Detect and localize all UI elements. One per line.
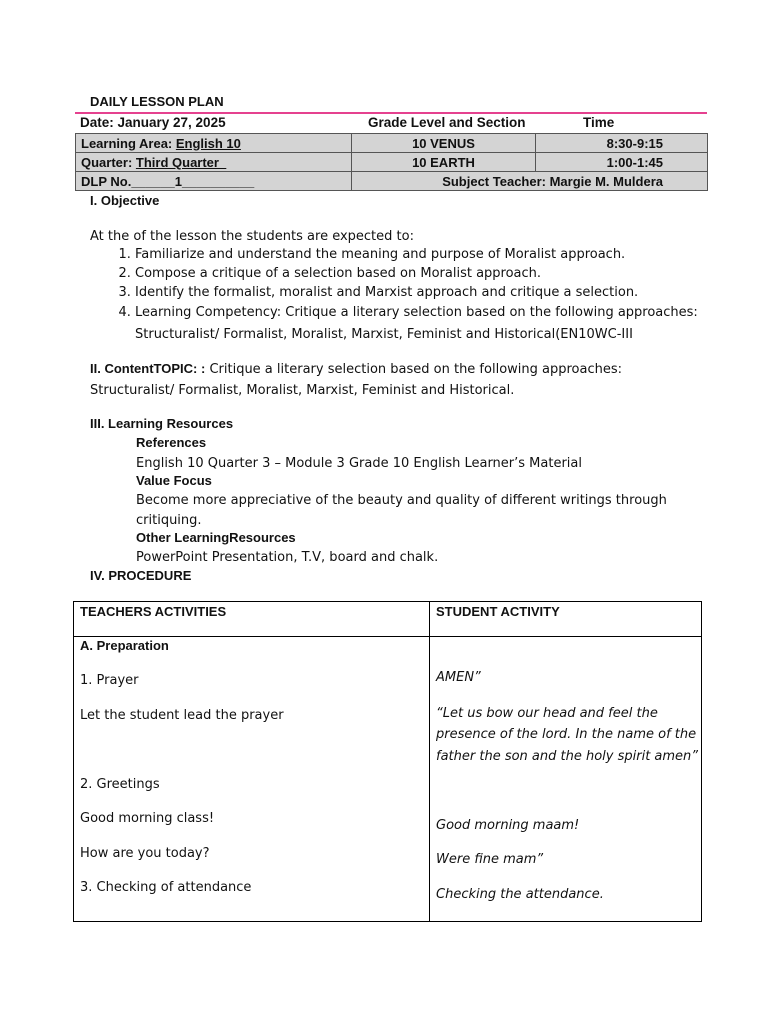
student-prayer-line3: father the son and the holy spirit amen” — [436, 749, 699, 764]
title-divider — [75, 112, 707, 114]
quarter-label: Quarter: — [81, 154, 136, 170]
section-venus: 10 VENUS — [352, 134, 536, 153]
section-earth: 10 EARTH — [352, 153, 536, 172]
value-focus-label: Value Focus — [136, 473, 212, 488]
teacher-good-morning: Good morning class! — [80, 811, 215, 826]
objective-heading: I. Objective — [90, 193, 160, 208]
teacher-column-header: TEACHERS ACTIVITIES — [74, 602, 430, 637]
value-focus-text-line1: Become more appreciative of the beauty and quality of different writings through — [136, 493, 667, 508]
prayer-step: 1. Prayer — [80, 673, 139, 688]
content-heading: II. ContentTOPIC: : — [90, 361, 206, 376]
student-amen: AMEN” — [436, 670, 481, 685]
learning-area-label: Learning Area: — [81, 135, 176, 151]
references-text: English 10 Quarter 3 – Module 3 Grade 10 English Learner’s Material — [136, 456, 582, 471]
info-row-quarter — [76, 153, 708, 172]
student-good-morning: Good morning maam! — [436, 818, 580, 833]
time-earth: 1:00-1:45 — [536, 153, 708, 172]
objective-list — [90, 245, 725, 346]
teacher-activities-cell — [74, 637, 430, 922]
procedure-header-row — [74, 602, 702, 637]
dlp-cell — [76, 172, 352, 191]
other-resources-label: Other LearningResources — [136, 530, 296, 545]
quarter-cell — [76, 153, 352, 172]
dlp-label: DLP No. — [81, 173, 132, 189]
prayer-instruction: Let the student lead the prayer — [80, 708, 284, 723]
objective-item: 2. Compose a critique of a selection based on Moralist approach. — [135, 264, 725, 283]
objective-item: 3. Identify the formalist, moralist and Marxist approach and critique a selection. — [135, 283, 725, 302]
lesson-info-table — [75, 133, 708, 191]
attendance-step: 3. Checking of attendance — [80, 880, 252, 895]
date-label: Date: January 27, 2025 — [80, 115, 226, 130]
dlp-value: ______1__________ — [131, 173, 255, 189]
content-text-line1: Critique a literary selection based on the following approaches: — [205, 362, 622, 377]
objective-item: 4. Learning Competency: Critique a literary selection based on the following approaches: Structuralist/ Formalist, Moralist, Marxist, Feminist and Historical(EN10WC-III — [135, 302, 725, 346]
other-resources-text: PowerPoint Presentation, T.V, board and chalk. — [136, 550, 439, 565]
objective-intro: At the of the lesson the students are expected to: — [90, 229, 414, 244]
document-title: DAILY LESSON PLAN — [90, 94, 224, 109]
value-focus-text-line2: critiquing. — [136, 513, 202, 528]
info-row-learning-area — [76, 134, 708, 153]
student-attendance: Checking the attendance. — [436, 887, 604, 902]
student-fine: Were fine mam” — [436, 852, 544, 867]
time-header: Time — [583, 115, 615, 130]
subject-teacher: Subject Teacher: Margie M. Muldera — [352, 172, 708, 191]
procedure-table — [73, 601, 702, 922]
info-row-dlp — [76, 172, 708, 191]
objective-item: 1. Familiarize and understand the meaning and purpose of Moralist approach. — [135, 245, 725, 264]
student-prayer-line2: presence of the lord. In the name of the — [436, 727, 697, 742]
content-section — [90, 359, 710, 379]
grade-level-header: Grade Level and Section — [368, 115, 526, 130]
references-label: References — [136, 435, 207, 450]
time-venus: 8:30-9:15 — [536, 134, 708, 153]
preparation-heading: A. Preparation — [80, 638, 169, 653]
student-column-header: STUDENT ACTIVITY — [430, 602, 702, 637]
procedure-row — [74, 637, 702, 922]
content-text-line2: Structuralist/ Formalist, Moralist, Marxist, Feminist and Historical. — [90, 383, 515, 398]
learning-area-cell — [76, 134, 352, 153]
greetings-step: 2. Greetings — [80, 777, 160, 792]
learning-area-value: English 10 — [175, 135, 241, 151]
quarter-value: Third Quarter_ — [135, 154, 227, 170]
student-prayer-line1: “Let us bow our head and feel the — [436, 706, 658, 721]
teacher-how-are-you: How are you today? — [80, 846, 210, 861]
student-activity-cell — [430, 637, 702, 922]
procedure-heading: IV. PROCEDURE — [90, 568, 192, 583]
resources-heading: III. Learning Resources — [90, 416, 234, 431]
